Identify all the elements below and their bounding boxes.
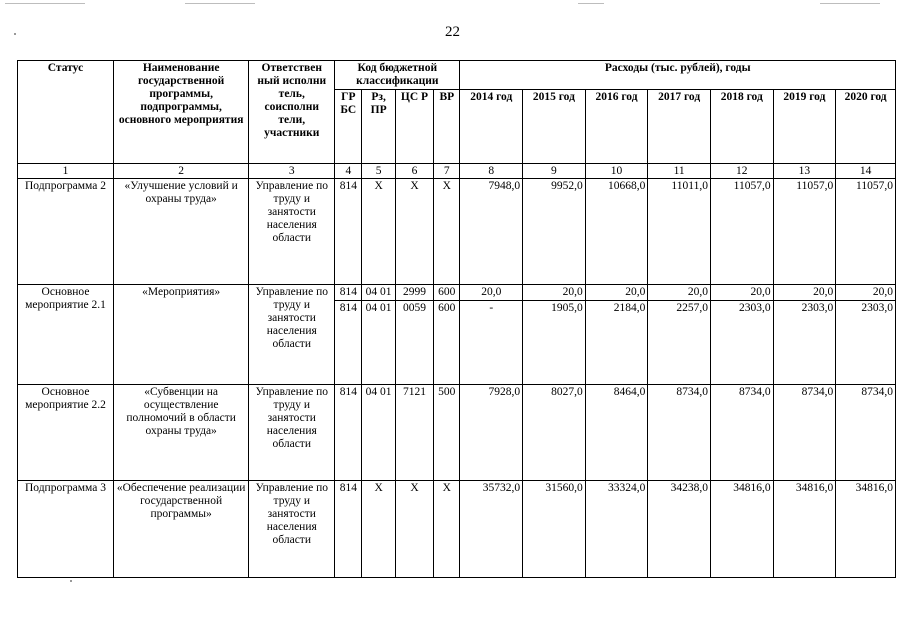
row-responsible: Управление по труду и занятости населения области	[249, 481, 335, 578]
row-status: Подпрограмма 3	[18, 481, 114, 578]
cell-grbs: 814	[335, 179, 362, 285]
cell-value: 34816,0	[773, 481, 836, 578]
header-year: 2014 год	[460, 90, 523, 164]
cell-vr: 600	[434, 301, 460, 385]
budget-table	[17, 60, 896, 578]
cell-csr: 0059	[395, 301, 433, 385]
table-row	[18, 481, 896, 578]
row-status: Основное мероприятие 2.2	[18, 385, 114, 481]
column-number-row	[18, 164, 896, 179]
cell-value: 10668,0	[585, 179, 648, 285]
cell-value: 7928,0	[460, 385, 523, 481]
cell-value: 8734,0	[648, 385, 711, 481]
cell-csr: Х	[395, 179, 433, 285]
cell-vr: Х	[434, 179, 460, 285]
column-number: 5	[362, 164, 395, 179]
header-year: 2020 год	[836, 90, 896, 164]
cell-value: 2303,0	[773, 301, 836, 385]
column-number: 1	[18, 164, 114, 179]
cell-value: 11057,0	[836, 179, 896, 285]
cell-grbs: 814	[335, 285, 362, 301]
cell-vr: 500	[434, 385, 460, 481]
header-row-1	[18, 61, 896, 90]
cell-vr: 600	[434, 285, 460, 301]
row-name: «Субвенции на осуществление полномочий в области охраны труда»	[113, 385, 248, 481]
cell-value: 11057,0	[773, 179, 836, 285]
cell-value: 20,0	[460, 285, 523, 301]
cell-csr: Х	[395, 481, 433, 578]
cell-value: 2184,0	[585, 301, 648, 385]
table-row	[18, 179, 896, 285]
column-number: 2	[113, 164, 248, 179]
cell-rzpr: 04 01	[362, 385, 395, 481]
cell-value: 2303,0	[710, 301, 773, 385]
column-number: 9	[523, 164, 586, 179]
cell-value: 20,0	[710, 285, 773, 301]
row-responsible: Управление по труду и занятости населения области	[249, 385, 335, 481]
cell-grbs: 814	[335, 385, 362, 481]
table-row	[18, 285, 896, 301]
column-number: 4	[335, 164, 362, 179]
header-year: 2016 год	[585, 90, 648, 164]
header-responsible: Ответствен ный исполни тель, соисполни тели, участники	[249, 61, 335, 164]
row-responsible: Управление по труду и занятости населения области	[249, 179, 335, 285]
cell-vr: Х	[434, 481, 460, 578]
cell-value: 2257,0	[648, 301, 711, 385]
scan-speck	[14, 33, 16, 35]
row-status: Основное мероприятие 2.1	[18, 285, 114, 385]
cell-value: 20,0	[836, 285, 896, 301]
header-year: 2015 год	[523, 90, 586, 164]
cell-value: -	[460, 301, 523, 385]
header-program-name: Наименование государственной программы, подпрограммы, основного мероприятия	[113, 61, 248, 164]
header-budget-code: Код бюджетной классификации	[335, 61, 460, 90]
top-rule-far	[820, 3, 880, 4]
cell-value: 2303,0	[836, 301, 896, 385]
cell-grbs: 814	[335, 301, 362, 385]
header-year: 2017 год	[648, 90, 711, 164]
header-expenses: Расходы (тыс. рублей), годы	[460, 61, 896, 90]
cell-value: 8464,0	[585, 385, 648, 481]
column-number: 10	[585, 164, 648, 179]
cell-value: 8734,0	[710, 385, 773, 481]
cell-value: 31560,0	[523, 481, 586, 578]
cell-value: 8734,0	[836, 385, 896, 481]
cell-rzpr: Х	[362, 179, 395, 285]
cell-value: 34816,0	[710, 481, 773, 578]
cell-value: 34816,0	[836, 481, 896, 578]
top-rule-right	[578, 3, 604, 4]
cell-value: 11057,0	[710, 179, 773, 285]
header-rzpr: Рз, ПР	[362, 90, 395, 164]
column-number: 8	[460, 164, 523, 179]
cell-csr: 2999	[395, 285, 433, 301]
row-responsible: Управление по труду и занятости населения области	[249, 285, 335, 385]
row-name: «Мероприятия»	[113, 285, 248, 385]
header-status: Статус	[18, 61, 114, 164]
cell-value: 7948,0	[460, 179, 523, 285]
cell-rzpr: 04 01	[362, 285, 395, 301]
cell-value: 35732,0	[460, 481, 523, 578]
header-year: 2018 год	[710, 90, 773, 164]
scan-speck	[70, 580, 72, 582]
cell-value: 9952,0	[523, 179, 586, 285]
cell-value: 34238,0	[648, 481, 711, 578]
column-number: 7	[434, 164, 460, 179]
column-number: 11	[648, 164, 711, 179]
cell-value: 33324,0	[585, 481, 648, 578]
cell-rzpr: Х	[362, 481, 395, 578]
cell-value: 11011,0	[648, 179, 711, 285]
column-number: 13	[773, 164, 836, 179]
row-name: «Улучшение условий и охраны труда»	[113, 179, 248, 285]
cell-rzpr: 04 01	[362, 301, 395, 385]
cell-value: 20,0	[648, 285, 711, 301]
column-number: 12	[710, 164, 773, 179]
cell-value: 8734,0	[773, 385, 836, 481]
page-number: 22	[445, 24, 460, 40]
top-rule-mid	[185, 3, 255, 4]
cell-value: 20,0	[523, 285, 586, 301]
cell-value: 20,0	[585, 285, 648, 301]
row-name: «Обеспечение реализации государственной программы»	[113, 481, 248, 578]
table-row	[18, 385, 896, 481]
row-status: Подпрограмма 2	[18, 179, 114, 285]
cell-value: 8027,0	[523, 385, 586, 481]
cell-csr: 7121	[395, 385, 433, 481]
header-year: 2019 год	[773, 90, 836, 164]
header-grbs: ГР БС	[335, 90, 362, 164]
top-rule-left	[5, 3, 85, 4]
cell-value: 1905,0	[523, 301, 586, 385]
header-csr: ЦС Р	[395, 90, 433, 164]
column-number: 3	[249, 164, 335, 179]
header-vr: ВР	[434, 90, 460, 164]
cell-value: 20,0	[773, 285, 836, 301]
column-number: 6	[395, 164, 433, 179]
cell-grbs: 814	[335, 481, 362, 578]
column-number: 14	[836, 164, 896, 179]
